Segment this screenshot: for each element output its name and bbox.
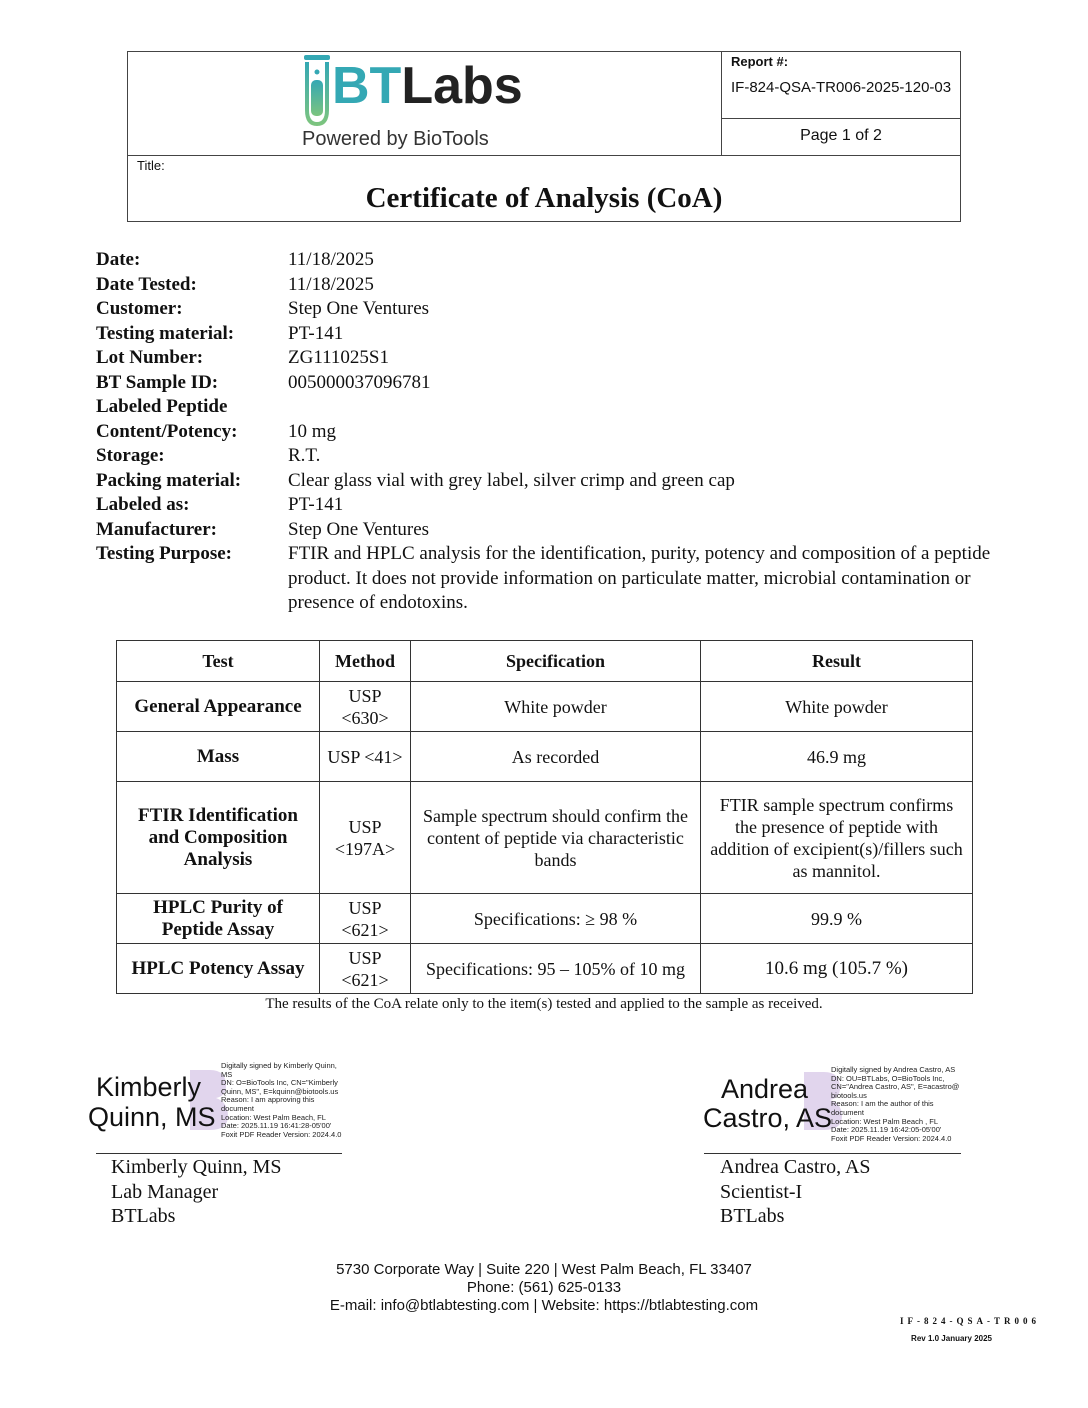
title-label: Title:	[137, 158, 165, 173]
signer-org: BTLabs	[111, 1205, 176, 1227]
info-value: PT-141	[288, 494, 344, 515]
table-row	[117, 782, 973, 894]
results-table	[116, 640, 973, 994]
info-row	[96, 273, 1016, 298]
info-value: 11/18/2025	[288, 273, 374, 295]
info-label: BT Sample ID:	[96, 371, 219, 393]
footer-phone: Phone: (561) 625-0133	[466, 1279, 622, 1296]
method-cell: USP <41>	[320, 732, 411, 782]
digital-signature-line: Location: West Palm Beach, FL	[221, 1112, 326, 1122]
info-value: PT-141	[288, 322, 344, 344]
info-value: Clear glass vial with grey label, silver crimp and green cap	[288, 469, 735, 491]
info-label: Labeled Peptide	[96, 396, 228, 417]
signature-line-1: Kimberly	[96, 1072, 202, 1102]
digital-signature-line: Reason: I am the author of this	[831, 1099, 934, 1109]
spec-cell: White powder	[411, 682, 701, 732]
digital-signature-line: CN="Andrea Castro, AS", E=acastro@	[831, 1082, 960, 1092]
signature-rule	[704, 1153, 961, 1154]
column-header: Test	[117, 641, 320, 682]
method-cell: USP <630>	[320, 682, 411, 732]
info-label: Testing Purpose:	[96, 543, 233, 564]
info-value: ZG111025S1	[288, 347, 389, 368]
spec-cell: Specifications: ≥ 98 %	[411, 894, 701, 944]
info-row	[96, 469, 1016, 494]
info-label: Packing material:	[96, 469, 242, 491]
digital-signature-details	[831, 1066, 971, 1143]
signer-block	[111, 1155, 282, 1229]
digital-signature-line: biotools.us	[831, 1090, 867, 1100]
digital-signature-line: Reason: I am approving this	[221, 1095, 315, 1105]
info-value: Step One Ventures	[288, 518, 430, 540]
form-code: IF-824-QSA-TR006	[900, 1316, 1040, 1326]
logo-wordmark: BTLabs	[332, 57, 523, 115]
info-row	[96, 297, 1016, 322]
digital-signature-details	[221, 1062, 361, 1139]
digital-signature-line: document	[221, 1103, 254, 1113]
info-label: Lot Number:	[96, 347, 204, 368]
footer-email-website: E-mail: info@btlabtesting.com | Website: https://btlabtesting.com	[329, 1297, 759, 1314]
divider	[128, 155, 960, 156]
signer-block	[720, 1155, 871, 1229]
spec-cell: Specifications: 95 – 105% of 10 mg	[411, 944, 701, 994]
info-label: Storage:	[96, 445, 165, 466]
result-cell: 10.6 mg (105.7 %)	[701, 944, 973, 994]
digital-signature-line: Date: 2025.11.19 16:42:05-05'00'	[831, 1125, 942, 1135]
footer-contact	[0, 1261, 1088, 1315]
info-row	[96, 371, 1016, 396]
signer-role: Scientist-I	[720, 1180, 803, 1203]
signer-name: Kimberly Quinn, MS	[111, 1156, 282, 1178]
table-row	[117, 682, 973, 732]
footer-address: 5730 Corporate Way | Suite 220 | West Palm Beach, FL 33407	[336, 1261, 752, 1278]
info-value	[288, 395, 1016, 420]
result-cell: 99.9 %	[701, 894, 973, 944]
test-cell: HPLC Purity of Peptide Assay	[117, 894, 320, 944]
report-number-label: Report #:	[731, 54, 789, 69]
info-label: Date Tested:	[96, 273, 197, 295]
info-row	[96, 395, 1016, 420]
table-header-row	[117, 641, 973, 682]
spec-cell: As recorded	[411, 732, 701, 782]
digital-signature-line: DN: O=BioTools Inc, CN="Kimberly	[221, 1078, 338, 1088]
sample-info-list	[96, 248, 1016, 616]
signature-line-1: Andrea	[721, 1074, 809, 1104]
signer-role: Lab Manager	[111, 1180, 219, 1203]
disclaimer-note: The results of the CoA relate only to the item(s) tested and applied to the sample as received.	[265, 996, 823, 1012]
signature-line-2: Castro, AS	[703, 1103, 833, 1133]
info-row	[96, 444, 1016, 469]
table-row	[117, 732, 973, 782]
signer-name: Andrea Castro, AS	[720, 1156, 871, 1178]
digital-signature-line: Quinn, MS", E=kquinn@biotools.us	[221, 1086, 339, 1096]
info-label: Labeled as:	[96, 494, 190, 515]
digital-signature-line: Digitally signed by Andrea Castro, AS	[831, 1065, 956, 1074]
digital-signature-line: Date: 2025.11.19 16:41:28-05'00'	[221, 1121, 332, 1131]
info-label: Content/Potency:	[96, 420, 238, 442]
test-tube-icon	[302, 54, 332, 126]
info-row	[96, 493, 1016, 518]
info-value: R.T.	[288, 445, 321, 466]
info-row	[96, 420, 1016, 445]
signature-line-2: Quinn, MS	[88, 1102, 216, 1132]
method-cell: USP <621>	[320, 894, 411, 944]
test-cell: Mass	[117, 732, 320, 782]
info-label: Manufacturer:	[96, 518, 218, 540]
info-value: Step One Ventures	[288, 298, 430, 319]
digital-signature-line: MS	[221, 1069, 233, 1079]
table-row	[117, 944, 973, 994]
digital-signature-line: document	[831, 1107, 864, 1117]
revision-label: Rev 1.0 January 2025	[911, 1334, 992, 1343]
digital-signature-line: DN: OU=BTLabs, O=BioTools Inc,	[831, 1073, 945, 1083]
column-header: Result	[701, 641, 973, 682]
report-header	[127, 51, 961, 222]
info-value: 11/18/2025	[288, 249, 374, 270]
divider	[721, 118, 961, 119]
info-row	[96, 518, 1016, 543]
info-label: Date:	[96, 249, 141, 270]
info-row	[96, 322, 1016, 347]
logo-subtitle: Powered by BioTools	[302, 128, 489, 150]
digital-signature-line: Foxit PDF Reader Version: 2024.4.0	[831, 1133, 952, 1143]
report-number: IF-824-QSA-TR006-2025-120-03	[731, 79, 952, 96]
table-row	[117, 894, 973, 944]
signature-rule	[96, 1153, 342, 1154]
digital-signature-line: Foxit PDF Reader Version: 2024.4.0	[221, 1129, 342, 1139]
btlabs-logo	[298, 52, 558, 155]
info-label: Customer:	[96, 298, 183, 319]
info-value: 005000037096781	[288, 371, 431, 393]
column-header: Specification	[411, 641, 701, 682]
digital-signature-line: Digitally signed by Kimberly Quinn,	[221, 1061, 337, 1070]
page-indicator: Page 1 of 2	[800, 127, 882, 144]
spec-cell: Sample spectrum should confirm the content of peptide via characteristic bands	[411, 782, 701, 894]
column-header: Method	[320, 641, 411, 682]
signer-org: BTLabs	[720, 1205, 785, 1227]
test-cell: FTIR Identification and Composition Analysis	[117, 782, 320, 894]
test-cell: General Appearance	[117, 682, 320, 732]
page-title: Certificate of Analysis (CoA)	[365, 182, 723, 214]
info-row	[96, 248, 1016, 273]
info-row	[96, 346, 1016, 371]
info-value: 10 mg	[288, 420, 337, 442]
method-cell: USP <621>	[320, 944, 411, 994]
method-cell: USP <197A>	[320, 782, 411, 894]
info-row	[96, 542, 1016, 616]
digital-signature-line: Location: West Palm Beach , FL	[831, 1116, 938, 1126]
test-cell: HPLC Potency Assay	[117, 944, 320, 994]
info-label: Testing material:	[96, 322, 235, 344]
info-value: FTIR and HPLC analysis for the identification, purity, potency and composition of a peptide product. It does not provide information on particulate matter, microbial contamination or presence of endotoxins.	[288, 543, 991, 613]
result-cell: FTIR sample spectrum confirms the presence of peptide with addition of excipient(s)/fillers such as mannitol.	[701, 782, 973, 894]
result-cell: 46.9 mg	[701, 732, 973, 782]
result-cell: White powder	[701, 682, 973, 732]
